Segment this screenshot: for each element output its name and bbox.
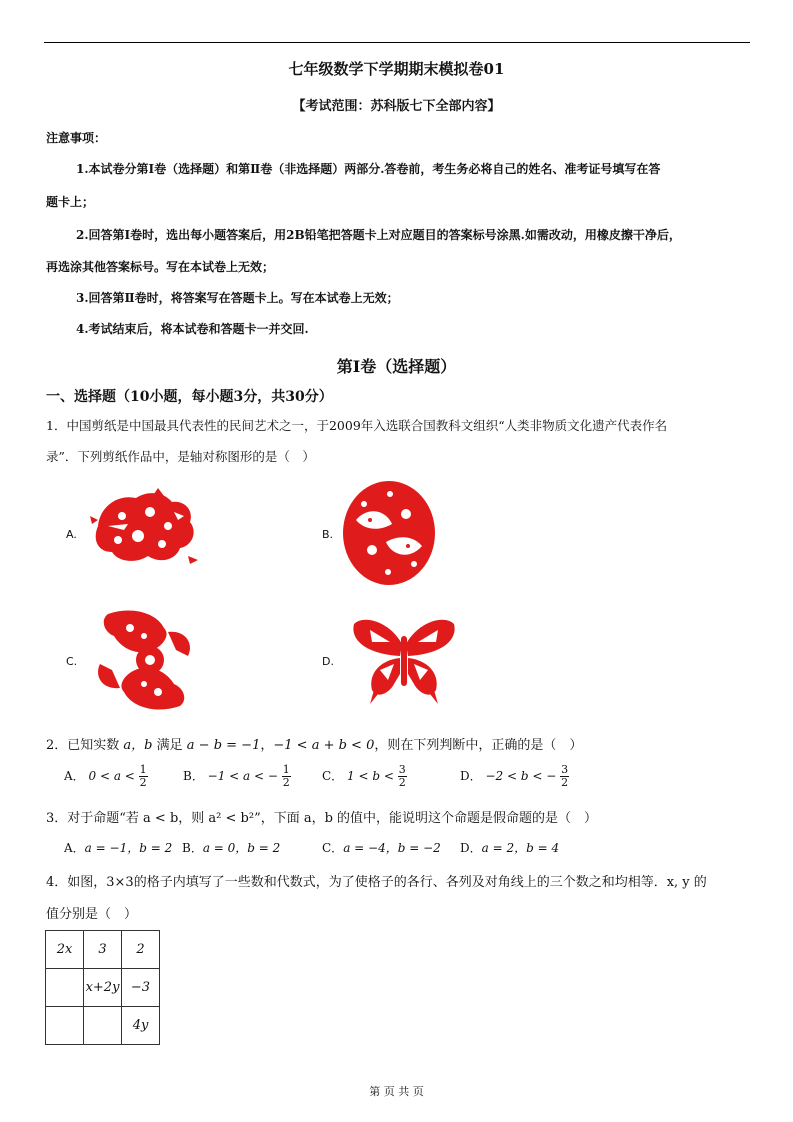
q3-option-b	[182, 839, 280, 856]
q3-option-d	[460, 839, 559, 856]
phoenix-papercut-icon	[90, 606, 198, 714]
q2-option-b-label: B．	[183, 769, 204, 783]
q1-stem-line-1: 1．中国剪纸是中国最具代表性的民间艺术之一，于2009年入选联合国教科文组织“人类非物质文化遗产代表作名	[46, 418, 668, 433]
q4-stem-line-2: 值分别是（ ）	[46, 907, 138, 922]
q3-option-d-text: a = 2，b = 4	[481, 841, 560, 855]
q3-option-b-label: B．	[182, 841, 203, 855]
fraction-numerator: 3	[561, 763, 569, 776]
exam-scope: 【考试范围：苏科版七下全部内容】	[292, 99, 501, 114]
q2-option-c	[322, 764, 407, 789]
q2-option-a-label: A．	[64, 769, 85, 783]
fraction-numerator: 1	[282, 763, 290, 776]
butterfly-papercut-icon	[350, 614, 458, 706]
q4-stem-line-1: 4．如图，3×3的格子内填写了一些数和代数式，为了使格子的各行、各列及对角线上的三个数之和均相等．x, y 的	[46, 875, 707, 890]
q2-stem-b: 满足	[156, 738, 183, 753]
fraction-denominator: 2	[282, 776, 290, 789]
section-title: 第Ⅰ卷（选择题）	[336, 357, 457, 376]
q3-option-a-text: a = −1，b = 2	[84, 841, 173, 855]
q2-option-b	[183, 764, 291, 789]
q2-option-a-text: 0 < a <	[88, 769, 135, 783]
grid-row	[46, 931, 160, 969]
grid-cell	[46, 1007, 84, 1045]
grid-row	[46, 1007, 160, 1045]
fraction-denominator: 2	[561, 776, 569, 789]
fraction-numerator: 3	[398, 763, 406, 776]
q2-equation-2: −1 < a + b < 0	[273, 738, 375, 753]
q1-stem-line-2: 录”．下列剪纸作品中，是轴对称图形的是（ ）	[46, 449, 315, 464]
note-4: 4.考试结束后，将本试卷和答题卡一并交回.	[76, 322, 309, 336]
q3-option-b-text: a = 0，b = 2	[202, 841, 281, 855]
q2-stem-c: ，则在下列判断中，正确的是（ ）	[374, 738, 583, 753]
q2-option-d-fraction	[560, 764, 569, 789]
grid-cell: 2x	[46, 931, 84, 969]
grid-cell: 2	[122, 931, 160, 969]
q2-option-d-text: −2 < b < −	[485, 769, 557, 783]
magic-square-grid	[45, 930, 160, 1045]
notes-heading: 注意事项：	[46, 131, 107, 145]
fraction-numerator: 1	[139, 763, 147, 776]
q2-option-c-label: C．	[322, 769, 344, 783]
part-heading: 一、选择题（10小题，每小题3分，共30分）	[46, 389, 333, 405]
q1-option-b-label: B.	[322, 528, 334, 541]
q3-option-c	[322, 839, 441, 856]
page-footer: 第 页 共 页	[369, 1085, 424, 1098]
q2-option-a	[64, 764, 148, 789]
grid-cell	[84, 1007, 122, 1045]
note-3: 3.回答第Ⅱ卷时，将答案写在答题卡上。写在本试卷上无效；	[76, 291, 399, 305]
grid-cell: 4y	[122, 1007, 160, 1045]
q2-separator: ，	[260, 738, 274, 753]
q3-option-a	[64, 839, 172, 856]
q2-stem	[46, 734, 582, 753]
q2-option-a-fraction	[139, 764, 148, 789]
note-2-line-1: 2.回答第Ⅰ卷时，选出每小题答案后，用2B铅笔把答题卡上对应题目的答案标号涂黑.如需改动，用橡皮擦干净后，	[76, 228, 681, 242]
note-1-line-2: 题卡上；	[46, 195, 95, 209]
q2-stem-a: 2．已知实数	[46, 738, 120, 753]
grid-cell: −3	[122, 969, 160, 1007]
note-2-line-2: 再选涂其他答案标号。写在本试卷上无效；	[46, 260, 275, 274]
note-1-line-1: 1.本试卷分第Ⅰ卷（选择题）和第Ⅱ卷（非选择题）两部分.答卷前，考生务必将自己的姓名、准考证号填写在答	[76, 162, 661, 176]
q3-stem: 3．对于命题“若 a < b，则 a² < b²”，下面 a，b 的值中，能说明这个命题是假命题的是（ ）	[46, 811, 598, 826]
q2-option-b-text: −1 < a < −	[207, 769, 278, 783]
q2-option-d	[460, 764, 569, 789]
q2-equation-1: a − b = −1	[186, 738, 261, 753]
q2-option-b-fraction	[282, 764, 291, 789]
fraction-denominator: 2	[139, 776, 147, 789]
q1-option-d-label: D.	[322, 655, 334, 668]
q2-option-c-text: 1 < b <	[347, 769, 394, 783]
header-rule	[44, 42, 750, 43]
fish-circle-papercut-icon	[342, 480, 436, 586]
grid-cell: 3	[84, 931, 122, 969]
exam-title: 七年级数学下学期期末模拟卷01	[288, 60, 505, 78]
q2-vars: a，b	[123, 738, 153, 753]
q3-option-a-label: A．	[64, 841, 85, 855]
grid-row	[46, 969, 160, 1007]
q3-option-c-text: a = −4，b = −2	[343, 841, 441, 855]
fraction-denominator: 2	[398, 776, 406, 789]
q3-option-c-label: C．	[322, 841, 344, 855]
q3-option-d-label: D．	[460, 841, 482, 855]
q1-option-c-label: C.	[66, 655, 78, 668]
grid-cell	[46, 969, 84, 1007]
q2-option-c-fraction	[398, 764, 407, 789]
dragon-papercut-icon	[88, 486, 200, 566]
q2-option-d-label: D．	[460, 769, 482, 783]
q1-option-a-label: A.	[66, 528, 77, 541]
grid-cell: x+2y	[84, 969, 122, 1007]
